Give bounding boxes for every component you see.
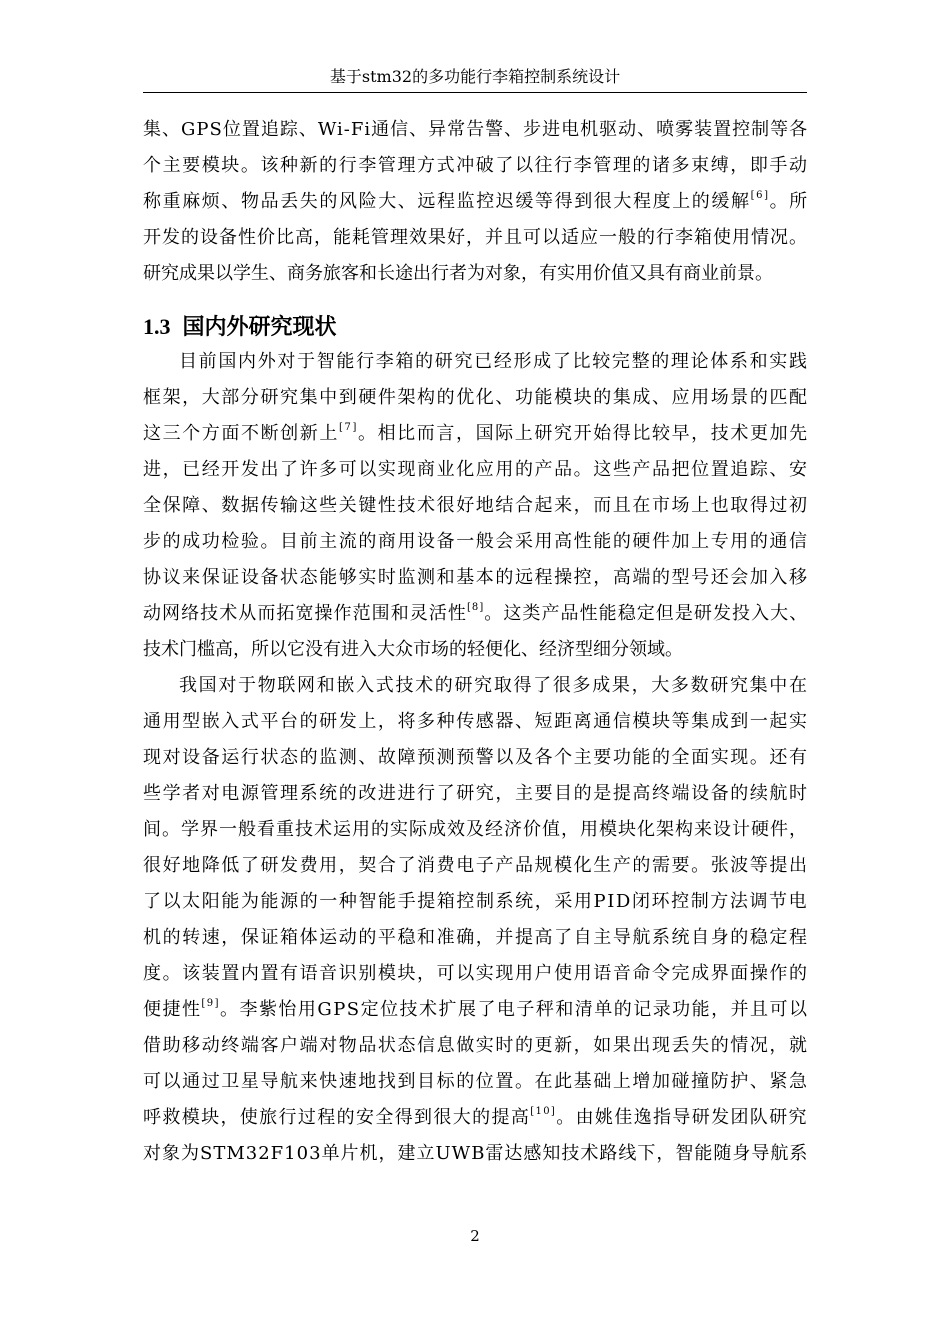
text-line xyxy=(143,854,809,878)
text-line xyxy=(143,1142,808,1166)
text-line xyxy=(143,386,809,410)
text-line xyxy=(143,422,809,446)
header-rule xyxy=(143,92,807,93)
line-text: 个主要模块。该种新的行李管理方式冲破了以往行李管理的诸多束缚，即手动 xyxy=(143,155,809,176)
line-text: 呼救模块，使旅行过程的安全得到很大的提高 xyxy=(143,1107,531,1128)
line-text: 度。该装置内置有语音识别模块，可以实现用户使用语音命令完成界面操作的 xyxy=(143,963,809,984)
text-line xyxy=(143,746,809,770)
line-text: 目前国内外对于智能行李箱的研究已经形成了比较完整的理论体系和实践 xyxy=(179,351,809,372)
line-text: 研究成果以学生、商务旅客和长途出行者为对象，有实用价值又具有商业前景。 xyxy=(143,263,773,284)
text-line xyxy=(143,890,808,914)
citation: [8] xyxy=(466,602,485,613)
line-text: 些学者对电源管理系统的改进进行了研究，主要目的是提高终端设备的续航时 xyxy=(143,783,809,804)
line-text: 这三个方面不断创新上 xyxy=(143,423,339,444)
line-text: 通用型嵌入式平台的研发上，将多种传感器、短距离通信模块等集成到一起实 xyxy=(143,711,809,732)
citation: [10] xyxy=(530,1106,557,1117)
line-text: 技术门槛高，所以它没有进入大众市场的轻便化、经济型细分领域。 xyxy=(143,639,683,660)
running-header: 基于stm32的多功能行李箱控制系统设计 xyxy=(329,67,621,86)
text-line xyxy=(143,494,809,518)
text-line xyxy=(143,602,808,626)
text-line xyxy=(179,350,809,374)
line-text: 。由姚佳逸指导研发团队研究 xyxy=(556,1107,808,1128)
section-heading xyxy=(143,312,337,343)
line-text: 对象为STM32F103单片机，建立UWB雷达感知技术路线下，智能随身导航系 xyxy=(143,1143,809,1164)
text-line xyxy=(143,782,809,806)
line-text: 机的转速，保证箱体运动的平稳和准确，并提高了自主导航系统自身的稳定程 xyxy=(143,927,809,948)
line-text: 协议来保证设备状态能够实时监测和基本的远程操控，高端的型号还会加入移 xyxy=(143,567,809,588)
line-text: 借助移动终端客户端对物品状态信息做实时的更新，如果出现丢失的情况，就 xyxy=(143,1035,809,1056)
text-line xyxy=(143,458,809,482)
text-line xyxy=(143,1070,809,1094)
text-line xyxy=(143,926,809,950)
line-text: 。李紫怡用GPS定位技术扩展了电子秤和清单的记录功能，并且可以 xyxy=(220,999,809,1020)
text-line xyxy=(143,566,809,590)
text-line xyxy=(143,1106,808,1130)
section-number: 1.3 xyxy=(143,314,171,339)
text-line xyxy=(143,710,809,734)
text-line xyxy=(143,226,808,250)
line-text: 。这类产品性能稳定但是研发投入大、 xyxy=(484,603,809,624)
line-text: 开发的设备性价比高，能耗管理效果好，并且可以适应一般的行李箱使用情况。 xyxy=(143,227,808,248)
text-line xyxy=(179,674,809,698)
text-line xyxy=(143,1034,809,1058)
line-text: 进，已经开发出了许多可以实现商业化应用的产品。这些产品把位置追踪、安 xyxy=(143,459,809,480)
line-text: 动网络技术从而拓宽操作范围和灵活性 xyxy=(143,603,467,624)
citation: [6] xyxy=(750,190,770,201)
line-text: 很好地降低了研发费用，契合了消费电子产品规模化生产的需要。张波等提出 xyxy=(143,855,809,876)
line-text: 框架，大部分研究集中到硬件架构的优化、功能模块的集成、应用场景的匹配 xyxy=(143,387,809,408)
page-number: 2 xyxy=(470,1227,480,1245)
line-text: 集、GPS位置追踪、Wi-Fi通信、异常告警、步进电机驱动、喷雾装置控制等各 xyxy=(143,119,809,140)
line-text: 了以太阳能为能源的一种智能手提箱控制系统，采用PID闭环控制方法调节电 xyxy=(143,891,809,912)
text-line xyxy=(143,818,808,842)
line-text: 可以通过卫星导航来快速地找到目标的位置。在此基础上增加碰撞防护、紧急 xyxy=(143,1071,809,1092)
line-text: 全保障、数据传输这些关键性技术很好地结合起来，而且在市场上也取得过初 xyxy=(143,495,809,516)
line-text: 。相比而言，国际上研究开始得比较早，技术更加先 xyxy=(357,423,809,444)
text-line xyxy=(143,962,809,986)
line-text: 称重麻烦、物品丢失的风险大、远程监控迟缓等得到很大程度上的缓解 xyxy=(143,191,751,212)
section-title: 国内外研究现状 xyxy=(182,315,337,340)
line-text: 步的成功检验。目前主流的商用设备一般会采用高性能的硬件加上专用的通信 xyxy=(143,531,809,552)
text-line xyxy=(143,638,683,662)
text-line xyxy=(143,190,809,214)
text-line xyxy=(143,154,809,178)
text-line xyxy=(143,118,808,142)
text-line xyxy=(143,262,773,286)
line-text: 现对设备运行状态的监测、故障预测预警以及各个主要功能的全面实现。还有 xyxy=(143,747,809,768)
citation: [7] xyxy=(339,422,358,433)
line-text: 间。学界一般看重技术运用的实际成效及经济价值，用模块化架构来设计硬件， xyxy=(143,819,808,840)
line-text: 。所 xyxy=(769,191,809,212)
line-text: 我国对于物联网和嵌入式技术的研究取得了很多成果，大多数研究集中在 xyxy=(179,675,809,696)
line-text: 便捷性 xyxy=(143,999,202,1020)
text-line xyxy=(143,530,809,554)
citation: [9] xyxy=(201,998,221,1009)
text-line xyxy=(143,998,808,1022)
